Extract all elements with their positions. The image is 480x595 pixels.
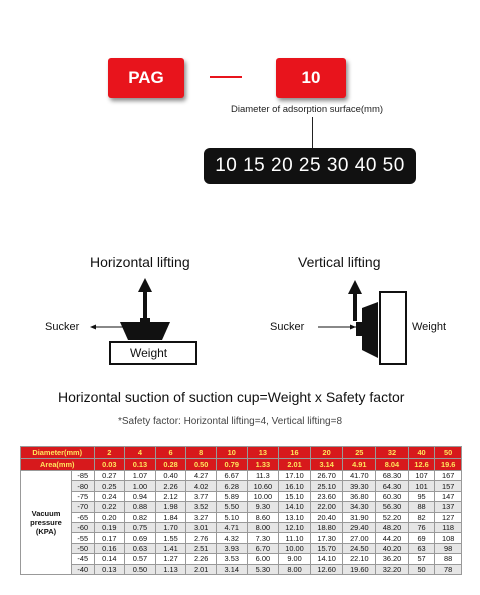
area-cell: 4.91 <box>343 459 376 471</box>
value-cell: 22.00 <box>310 502 343 512</box>
value-cell: 0.75 <box>125 522 156 532</box>
value-cell: 0.16 <box>94 543 125 553</box>
diameter-cell: 13 <box>247 447 279 459</box>
horizontal-sucker-label: Sucker <box>45 321 80 333</box>
value-cell: 1.07 <box>125 471 156 481</box>
value-cell: 9.00 <box>279 554 311 564</box>
value-cell: 52.20 <box>376 512 409 522</box>
value-cell: 26.70 <box>310 471 343 481</box>
value-cell: 6.28 <box>216 481 247 491</box>
value-cell: 98 <box>435 543 462 553</box>
value-cell: 16.10 <box>279 481 311 491</box>
area-cell: 0.50 <box>186 459 217 471</box>
table-row <box>21 522 462 532</box>
area-cell: 19.6 <box>435 459 462 471</box>
sucker-shape <box>120 322 170 340</box>
value-cell: 4.02 <box>186 481 217 491</box>
value-cell: 39.30 <box>343 481 376 491</box>
value-cell: 14.10 <box>310 554 343 564</box>
value-cell: 6.70 <box>247 543 279 553</box>
value-cell: 17.30 <box>310 533 343 543</box>
sucker-shape <box>362 302 378 358</box>
model-prefix: PAG <box>128 68 164 87</box>
value-cell: 1.13 <box>155 564 186 574</box>
value-cell: 107 <box>408 471 435 481</box>
area-cell: 0.28 <box>155 459 186 471</box>
value-cell: 6.67 <box>216 471 247 481</box>
area-cell: 0.79 <box>216 459 247 471</box>
value-cell: 25.10 <box>310 481 343 491</box>
value-cell: 0.24 <box>94 491 125 501</box>
value-cell: 3.77 <box>186 491 217 501</box>
diameter-cell: 50 <box>435 447 462 459</box>
diameter-cell: 32 <box>376 447 409 459</box>
value-cell: 24.50 <box>343 543 376 553</box>
value-cell: 147 <box>435 491 462 501</box>
value-cell: 19.60 <box>343 564 376 574</box>
value-cell: 0.17 <box>94 533 125 543</box>
value-cell: 56.30 <box>376 502 409 512</box>
value-cell: 22.10 <box>343 554 376 564</box>
value-cell: 3.27 <box>186 512 217 522</box>
formula-text: Horizontal suction of suction cup=Weight x Safety factor <box>58 389 405 405</box>
value-cell: 14.10 <box>279 502 311 512</box>
sucker-pointer-head <box>350 325 356 330</box>
value-cell: 88 <box>408 502 435 512</box>
table-row <box>21 502 462 512</box>
diameter-cell: 2 <box>94 447 125 459</box>
up-arrow-head <box>348 280 362 294</box>
value-cell: 95 <box>408 491 435 501</box>
kpa-cell: -40 <box>72 564 94 574</box>
weight-box <box>380 292 406 364</box>
value-cell: 69 <box>408 533 435 543</box>
safety-note: *Safety factor: Horizontal lifting=4, Vertical lifting=8 <box>118 416 343 427</box>
value-cell: 7.30 <box>247 533 279 543</box>
diameter-cell: 4 <box>125 447 156 459</box>
diameter-cell: 16 <box>279 447 311 459</box>
value-cell: 0.94 <box>125 491 156 501</box>
value-cell: 0.69 <box>125 533 156 543</box>
model-size: 10 <box>301 68 321 87</box>
value-cell: 17.10 <box>279 471 311 481</box>
value-cell: 4.71 <box>216 522 247 532</box>
value-cell: 27.00 <box>343 533 376 543</box>
area-cell: 1.33 <box>247 459 279 471</box>
vacuum-pressure-label: Vacuum pressure (KPA) <box>21 471 72 575</box>
value-cell: 0.88 <box>125 502 156 512</box>
diameter-label: Diameter(mm) <box>21 447 95 459</box>
sucker-stem <box>356 322 364 336</box>
kpa-cell: -75 <box>72 491 94 501</box>
value-cell: 36.80 <box>343 491 376 501</box>
table-row <box>21 564 462 574</box>
value-cell: 0.20 <box>94 512 125 522</box>
diameter-cell: 20 <box>310 447 343 459</box>
value-cell: 3.52 <box>186 502 217 512</box>
value-cell: 3.93 <box>216 543 247 553</box>
value-cell: 2.51 <box>186 543 217 553</box>
up-arrow-head <box>138 278 152 292</box>
value-cell: 34.30 <box>343 502 376 512</box>
value-cell: 5.50 <box>216 502 247 512</box>
value-cell: 11.10 <box>279 533 311 543</box>
value-cell: 50 <box>408 564 435 574</box>
kpa-cell: -65 <box>72 512 94 522</box>
value-cell: 64.30 <box>376 481 409 491</box>
value-cell: 4.32 <box>216 533 247 543</box>
sucker-pointer-head <box>90 325 96 330</box>
value-cell: 1.41 <box>155 543 186 553</box>
value-cell: 29.40 <box>343 522 376 532</box>
value-cell: 9.30 <box>247 502 279 512</box>
value-cell: 1.55 <box>155 533 186 543</box>
value-cell: 2.26 <box>186 554 217 564</box>
table-row <box>21 471 462 481</box>
value-cell: 8.60 <box>247 512 279 522</box>
value-cell: 3.53 <box>216 554 247 564</box>
area-cell: 2.01 <box>279 459 311 471</box>
diameter-cell: 40 <box>408 447 435 459</box>
caption-pointer-line <box>312 117 313 149</box>
value-cell: 36.20 <box>376 554 409 564</box>
vertical-diagram <box>300 270 420 370</box>
kpa-cell: -45 <box>72 554 94 564</box>
value-cell: 101 <box>408 481 435 491</box>
value-cell: 68.30 <box>376 471 409 481</box>
value-cell: 5.10 <box>216 512 247 522</box>
suction-table <box>20 446 462 575</box>
value-cell: 32.20 <box>376 564 409 574</box>
value-cell: 1.70 <box>155 522 186 532</box>
value-cell: 44.20 <box>376 533 409 543</box>
table-row <box>21 512 462 522</box>
value-cell: 0.22 <box>94 502 125 512</box>
value-cell: 6.00 <box>247 554 279 564</box>
value-cell: 41.70 <box>343 471 376 481</box>
value-cell: 11.3 <box>247 471 279 481</box>
vertical-title: Vertical lifting <box>298 254 381 270</box>
value-cell: 0.27 <box>94 471 125 481</box>
diameter-row <box>21 447 462 459</box>
value-cell: 118 <box>435 522 462 532</box>
diameter-cell: 10 <box>216 447 247 459</box>
value-cell: 57 <box>408 554 435 564</box>
model-prefix-box <box>108 58 184 98</box>
value-cell: 157 <box>435 481 462 491</box>
sucker-stem <box>140 318 150 324</box>
kpa-cell: -85 <box>72 471 94 481</box>
area-cell: 0.13 <box>125 459 156 471</box>
value-cell: 2.12 <box>155 491 186 501</box>
value-cell: 48.20 <box>376 522 409 532</box>
table-row <box>21 481 462 491</box>
area-cell: 0.03 <box>94 459 125 471</box>
kpa-cell: -50 <box>72 543 94 553</box>
area-cell: 12.6 <box>408 459 435 471</box>
value-cell: 18.80 <box>310 522 343 532</box>
up-arrow-shaft <box>143 291 147 319</box>
value-cell: 63 <box>408 543 435 553</box>
value-cell: 0.14 <box>94 554 125 564</box>
value-cell: 0.19 <box>94 522 125 532</box>
area-row <box>21 459 462 471</box>
value-cell: 5.89 <box>216 491 247 501</box>
value-cell: 1.84 <box>155 512 186 522</box>
value-cell: 82 <box>408 512 435 522</box>
vertical-weight-label: Weight <box>412 321 447 333</box>
value-cell: 0.25 <box>94 481 125 491</box>
value-cell: 23.60 <box>310 491 343 501</box>
diameters-text: 10 15 20 25 30 40 50 <box>215 155 405 176</box>
horizontal-title: Horizontal lifting <box>90 254 190 270</box>
table-row <box>21 554 462 564</box>
kpa-cell: -60 <box>72 522 94 532</box>
diameter-cell: 8 <box>186 447 217 459</box>
diameters-bar <box>204 148 416 184</box>
up-arrow-shaft <box>353 293 357 321</box>
kpa-cell: -80 <box>72 481 94 491</box>
size-caption: Diameter of adsorption surface(mm) <box>231 104 384 115</box>
value-cell: 40.20 <box>376 543 409 553</box>
area-cell: 3.14 <box>310 459 343 471</box>
value-cell: 12.10 <box>279 522 311 532</box>
value-cell: 60.30 <box>376 491 409 501</box>
diameter-cell: 6 <box>155 447 186 459</box>
value-cell: 1.98 <box>155 502 186 512</box>
value-cell: 5.30 <box>247 564 279 574</box>
horizontal-weight-label: Weight <box>130 346 168 360</box>
value-cell: 12.60 <box>310 564 343 574</box>
value-cell: 0.57 <box>125 554 156 564</box>
value-cell: 10.00 <box>247 491 279 501</box>
value-cell: 10.60 <box>247 481 279 491</box>
value-cell: 3.14 <box>216 564 247 574</box>
value-cell: 2.01 <box>186 564 217 574</box>
diameter-cell: 25 <box>343 447 376 459</box>
value-cell: 13.10 <box>279 512 311 522</box>
value-cell: 20.40 <box>310 512 343 522</box>
model-size-box <box>276 58 346 98</box>
value-cell: 15.70 <box>310 543 343 553</box>
value-cell: 108 <box>435 533 462 543</box>
kpa-cell: -70 <box>72 502 94 512</box>
value-cell: 31.90 <box>343 512 376 522</box>
value-cell: 2.76 <box>186 533 217 543</box>
value-cell: 127 <box>435 512 462 522</box>
model-dash <box>210 76 242 78</box>
value-cell: 0.82 <box>125 512 156 522</box>
value-cell: 3.01 <box>186 522 217 532</box>
value-cell: 0.40 <box>155 471 186 481</box>
value-cell: 15.10 <box>279 491 311 501</box>
table-row <box>21 543 462 553</box>
value-cell: 137 <box>435 502 462 512</box>
kpa-cell: -55 <box>72 533 94 543</box>
table-row <box>21 533 462 543</box>
value-cell: 2.26 <box>155 481 186 491</box>
value-cell: 0.63 <box>125 543 156 553</box>
value-cell: 1.27 <box>155 554 186 564</box>
value-cell: 76 <box>408 522 435 532</box>
vertical-sucker-label: Sucker <box>270 321 305 333</box>
value-cell: 10.00 <box>279 543 311 553</box>
value-cell: 88 <box>435 554 462 564</box>
value-cell: 4.27 <box>186 471 217 481</box>
value-cell: 167 <box>435 471 462 481</box>
value-cell: 8.00 <box>279 564 311 574</box>
value-cell: 0.13 <box>94 564 125 574</box>
horizontal-diagram <box>40 270 210 370</box>
table-row <box>21 491 462 501</box>
area-label: Area(mm) <box>21 459 95 471</box>
value-cell: 1.00 <box>125 481 156 491</box>
value-cell: 0.50 <box>125 564 156 574</box>
area-cell: 8.04 <box>376 459 409 471</box>
value-cell: 8.00 <box>247 522 279 532</box>
value-cell: 78 <box>435 564 462 574</box>
